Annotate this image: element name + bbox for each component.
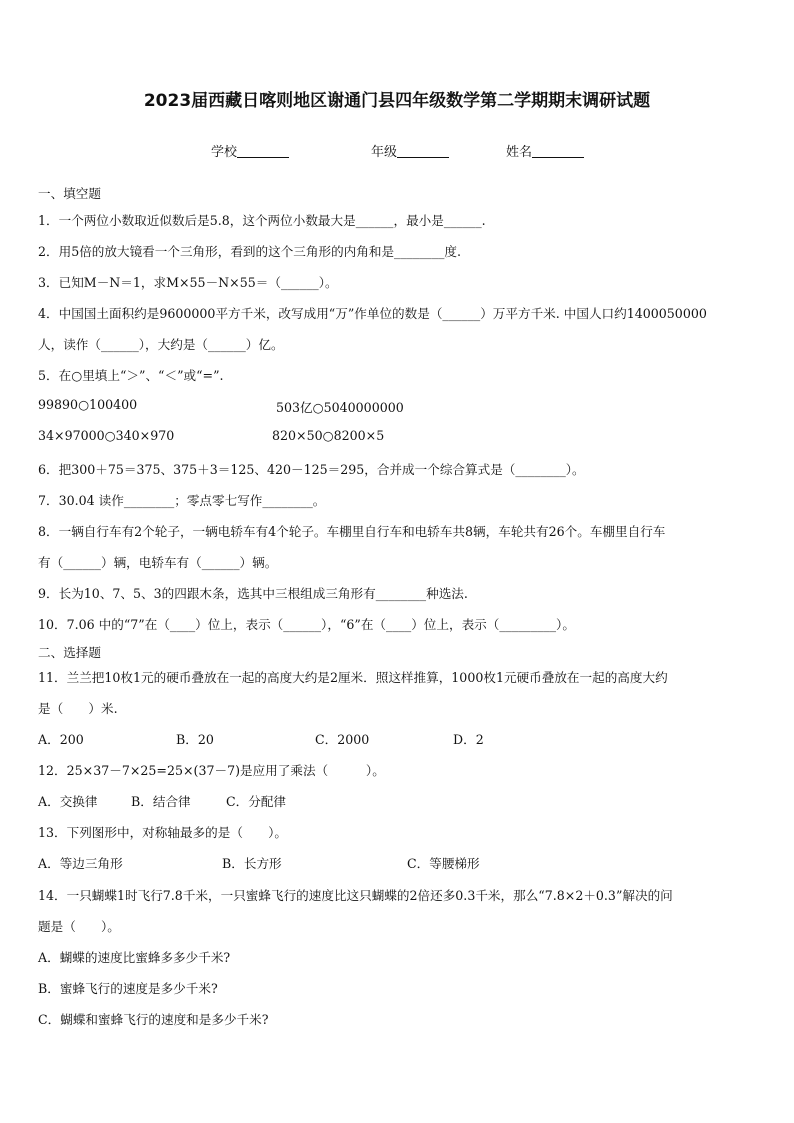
question-12-option-a: A．交换律 (38, 794, 98, 809)
question-14-option-b: B．蜜蜂飞行的速度是多少千米? (38, 981, 218, 996)
question-13-option-b: B．长方形 (222, 856, 282, 871)
question-14-line2: 题是（ ）。 (38, 919, 120, 934)
question-13: 13．下列图形中，对称轴最多的是（ ）。 (38, 825, 288, 840)
question-11-option-a: A．200 (38, 732, 84, 747)
question-1: 1．一个两位小数取近似数后是5.8，这个两位小数最大是______，最小是______. (38, 213, 486, 228)
school-field (211, 141, 289, 160)
question-5-item-3: 34×97000○340×970 (38, 428, 175, 443)
question-11-option-b: B．20 (176, 732, 214, 747)
question-13-option-c: C．等腰梯形 (407, 856, 480, 871)
question-12-option-c: C．分配律 (226, 794, 287, 809)
question-4-line2: 人，读作（______），大约是（______）亿。 (38, 337, 284, 352)
grade-field (371, 141, 449, 160)
name-field (506, 141, 584, 160)
name-blank (532, 144, 584, 158)
name-label: 姓名 (506, 145, 533, 160)
question-9: 9．长为10、7、5、3的四跟木条，选其中三根组成三角形有________种选法. (38, 586, 468, 601)
section-fill-heading: 一、填空题 (38, 186, 101, 201)
question-8-line1: 8．一辆自行车有2个轮子，一辆电轿车有4个轮子。车棚里自行车和电轿车共8辆，车轮共有26个。车棚里自行车 (38, 524, 666, 539)
grade-label: 年级 (371, 145, 398, 160)
question-11-option-c: C．2000 (315, 732, 370, 747)
page-title: 2023届西藏日喀则地区谢通门县四年级数学第二学期期末调研试题 (143, 91, 651, 111)
school-label: 学校 (211, 145, 238, 160)
question-10: 10．7.06 中的“7”在（____）位上，表示（______），“6”在（____）位上，表示（_________）。 (38, 617, 575, 632)
question-4-line1: 4．中国国土面积约是9600000平方千米，改写成用“万”作单位的数是（______）万平方千米. 中国人口约1400050000 (38, 306, 707, 321)
question-7: 7．30.04 读作________；零点零七写作________。 (38, 493, 326, 508)
question-5-item-1: 99890○100400 (38, 397, 138, 412)
question-6: 6．把300＋75＝375、375＋3＝125、420－125＝295，合并成一个综合算式是（________）。 (38, 462, 585, 477)
school-blank (237, 144, 289, 158)
question-14-option-a: A．蝴蝶的速度比蜜蜂多多少千米? (38, 950, 231, 965)
question-12: 12．25×37－7×25=25×(37－7)是应用了乘法（ ）。 (38, 763, 385, 778)
question-8-line2: 有（______）辆，电轿车有（______）辆。 (38, 555, 278, 570)
question-11-line1: 11．兰兰把10枚1元的硬币叠放在一起的高度大约是2厘米．照这样推算，1000枚1元硬币叠放在一起的高度大约 (38, 670, 668, 685)
question-3: 3．已知M－N＝1，求M×55－N×55＝（______）。 (38, 275, 338, 290)
question-13-option-a: A．等边三角形 (38, 856, 123, 871)
question-14-line1: 14．一只蝴蝶1时飞行7.8千米，一只蜜蜂飞行的速度比这只蝴蝶的2倍还多0.3千米，那么“7.8×2＋0.3”解决的问 (38, 888, 673, 903)
question-11-option-d: D．2 (453, 732, 484, 747)
question-5-item-4: 820×50○8200×5 (272, 428, 385, 443)
question-5: 5．在○里填上“＞”、“＜”或“=”. (38, 368, 224, 383)
question-5-item-2: 503亿○5040000000 (276, 400, 404, 415)
question-14-option-c: C．蝴蝶和蜜蜂飞行的速度和是多少千米? (38, 1012, 269, 1027)
question-2: 2．用5倍的放大镜看一个三角形，看到的这个三角形的内角和是________度. (38, 244, 462, 259)
section-choice-heading: 二、选择题 (38, 645, 101, 660)
question-11-line2: 是（ ）米. (38, 701, 118, 716)
grade-blank (397, 144, 449, 158)
question-12-option-b: B．结合律 (131, 794, 191, 809)
